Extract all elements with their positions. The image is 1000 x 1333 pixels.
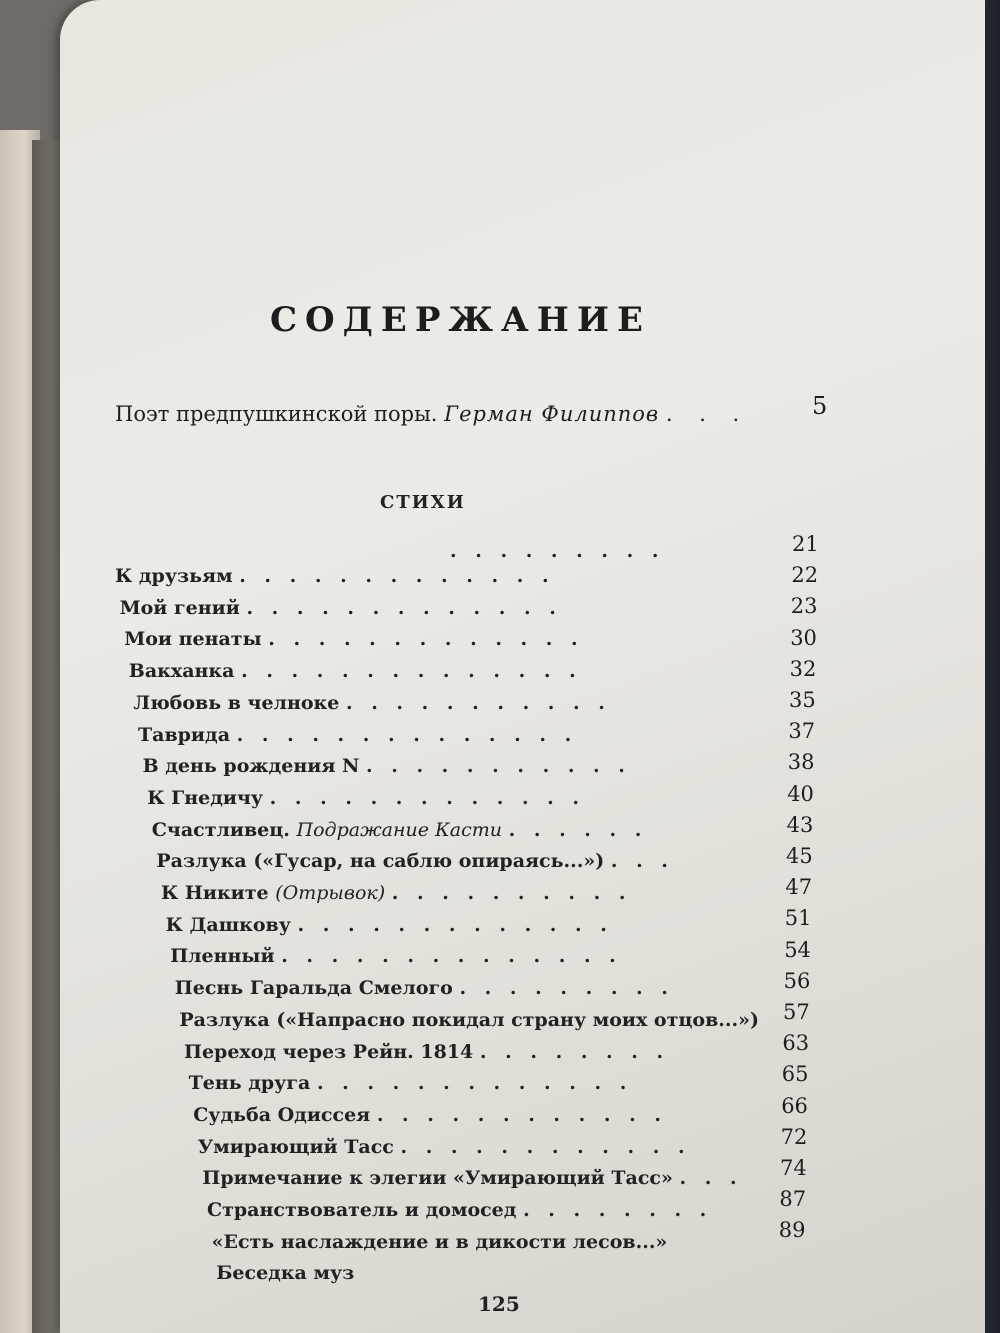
toc-entry (129, 660, 582, 690)
toc-entry-title: Переход через Рейн. 1814 (184, 1040, 474, 1063)
leader-dots: . . . . . . (508, 818, 648, 841)
leader-dots: . . . . . . . . (523, 1199, 713, 1221)
leader-dots: . . . . . . . . . . . . . . (281, 945, 622, 968)
toc-entry (156, 850, 674, 880)
leader-dots: . . . (610, 850, 674, 873)
leader-dots: . . . . . . . . . . . . . (246, 596, 562, 619)
toc-entry-subtitle: (Отрывок) (275, 882, 386, 904)
toc-entry-title: Мой гений (119, 596, 240, 619)
intro-title: Поэт предпушкинской поры. (115, 402, 438, 426)
page-number: 56 (783, 968, 811, 993)
page-number: 23 (790, 594, 818, 619)
toc-entry-subtitle: Подражание Касти (296, 818, 502, 841)
intro-page-number: 5 (812, 392, 828, 420)
toc-entry (152, 819, 648, 849)
page-number: 40 (787, 781, 814, 806)
toc-entry-title: К Дашкову (165, 913, 291, 936)
page-number: 45 (786, 844, 813, 868)
page-number: 89 (778, 1218, 806, 1243)
page-number: 38 (787, 750, 815, 775)
toc-entry-title: Умирающий Тасс (197, 1135, 394, 1158)
toc-entry (124, 628, 583, 658)
leader-dots: . . . . . . . . . . . . . . (236, 723, 578, 746)
toc-entry (216, 1262, 354, 1292)
page-number: 22 (791, 563, 819, 588)
toc-entry-title: В день рождения N (142, 755, 360, 778)
page-number: 43 (786, 812, 814, 837)
leader-dots: . . . . . . . . . . (391, 882, 632, 904)
page-number: 66 (781, 1093, 808, 1118)
toc-entry-title: Разлука («Гусар, на саблю опираясь...») (156, 850, 605, 873)
toc-entry (147, 787, 585, 817)
leader-dots: . . . . . . . . . . . . . (239, 565, 555, 587)
leader-dots: . . . . . . . . . . . . (400, 1135, 691, 1158)
toc-entry (184, 1041, 669, 1071)
leader-dots: . . . . . . . . . . . . . (297, 913, 613, 936)
leader-dots: . . . . . . . . (479, 1040, 670, 1063)
toc-entry-title: К Никите (161, 882, 269, 904)
toc-entry (207, 1199, 712, 1229)
toc-entry-title: «Есть наслаждение и в дикости лесов...» (211, 1230, 668, 1253)
toc-entry-title: Мои пенаты (124, 628, 262, 651)
leader-dots: . . . . . . . . . . . . . (269, 786, 586, 809)
intro-leader-dots: . . . (665, 402, 750, 426)
contents-page (60, 0, 985, 1333)
page-number: 51 (784, 906, 812, 931)
section-title: СТИХИ (380, 492, 466, 513)
dangling-leader-dots: . . . . . . . . . (450, 540, 665, 562)
toc-entry (115, 565, 555, 595)
toc-entry-title: Счастливец. (151, 818, 290, 841)
toc-entry-title: Разлука («Напрасно покидал страну моих отцов...») (179, 1008, 759, 1031)
intro-entry (115, 402, 835, 426)
toc-entry (212, 1231, 668, 1261)
toc-entry-title: Таврида (138, 723, 231, 746)
toc-entry-title: Примечание к элегии «Умирающий Тасс» (202, 1167, 673, 1190)
toc-entry-title: Беседка муз (216, 1262, 355, 1285)
toc-entry-title: Пленный (170, 945, 275, 968)
page-number: 37 (788, 719, 816, 744)
toc-entry-title: Странствователь и домосед (207, 1199, 517, 1221)
toc-entry-title: К друзьям (115, 565, 233, 587)
page-number: 65 (781, 1062, 809, 1087)
page-number: 72 (780, 1124, 808, 1149)
toc-entry (179, 1009, 759, 1039)
toc-entry (138, 724, 577, 754)
toc-entry (198, 1136, 691, 1166)
toc-entry (120, 597, 562, 627)
page-number: 63 (782, 1031, 810, 1056)
toc-entry (202, 1167, 742, 1197)
toc-entry (170, 945, 622, 975)
page-number: 32 (789, 656, 817, 681)
leader-dots: . . . . . . . . . . . . . (268, 628, 584, 651)
leader-dots: . . . . . . . . . . . . . . (241, 660, 582, 683)
toc-entry-title: Песнь Гаральда Смелого (174, 977, 453, 1000)
toc-entry (193, 1104, 667, 1134)
toc-entry-title: Любовь в челноке (133, 691, 340, 714)
leader-dots: . . . . . . . . . (459, 977, 674, 1000)
toc-entry-title: Тень друга (188, 1072, 311, 1095)
page-number: 87 (779, 1187, 807, 1212)
toc-entry (166, 914, 613, 944)
leader-dots: . . . (679, 1167, 743, 1190)
toc-entry (133, 692, 611, 722)
toc-entry (161, 882, 631, 912)
page-title: СОДЕРЖАНИЕ (270, 300, 651, 340)
footer-page-number: 125 (478, 1292, 520, 1316)
page-number: 35 (789, 688, 816, 712)
page-number: 30 (790, 625, 817, 650)
leader-dots: . . . . . . . . . . . . . (316, 1072, 633, 1095)
toc-entry (189, 1072, 633, 1102)
leader-dots: . . . . . . . . . . . . (376, 1103, 667, 1126)
toc-entry-title: К Гнедичу (147, 786, 264, 809)
page-number: 57 (783, 1000, 810, 1024)
page-number: 54 (784, 937, 811, 962)
toc-entry (175, 977, 674, 1007)
page-number: 47 (785, 875, 813, 900)
intro-author: Герман Филиппов (444, 402, 660, 426)
toc-entry-title: Судьба Одиссея (193, 1103, 371, 1126)
page-number: 74 (780, 1156, 807, 1180)
toc-entry-title: Вакханка (128, 660, 235, 683)
leader-dots: . . . . . . . . . . . (365, 755, 631, 778)
toc-entry (143, 755, 631, 785)
leader-dots: . . . . . . . . . . . (345, 691, 611, 714)
page-number: 21 (792, 532, 819, 556)
book-page (60, 0, 985, 1333)
